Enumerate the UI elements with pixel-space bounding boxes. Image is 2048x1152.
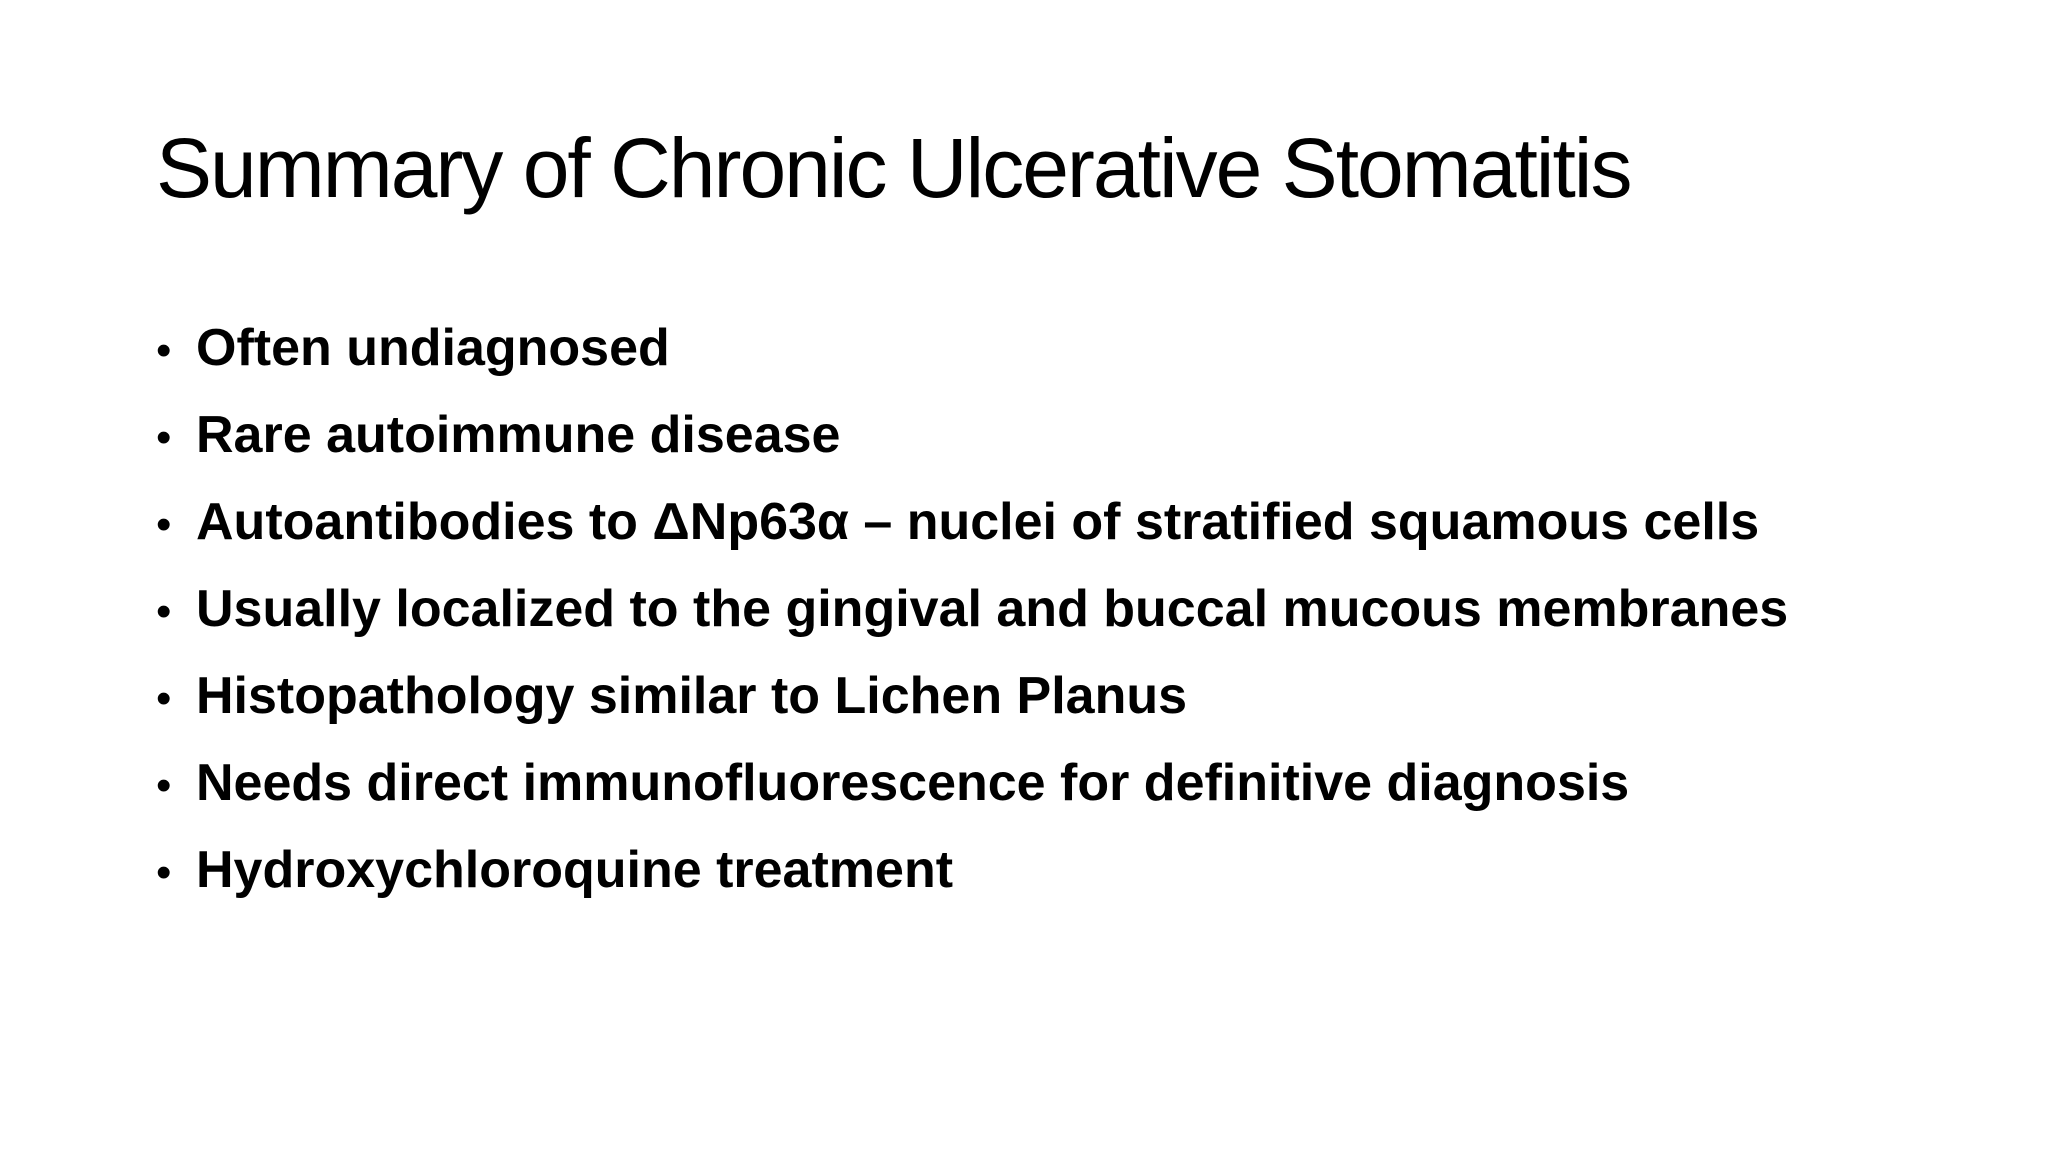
bullet-text: Needs direct immunofluorescence for definitive diagnosis xyxy=(196,754,1630,812)
bullet-text: Autoantibodies to ΔNp63α – nuclei of stratified squamous cells xyxy=(196,493,1760,551)
bullet-item xyxy=(156,835,1976,922)
bullet-item xyxy=(156,574,1976,661)
bullet-icon: • xyxy=(156,326,172,375)
bullet-item xyxy=(156,400,1976,487)
bullet-item xyxy=(156,313,1976,400)
bullet-text: Rare autoimmune disease xyxy=(196,406,841,464)
bullet-icon: • xyxy=(156,500,172,549)
slide-title: Summary of Chronic Ulcerative Stomatitis xyxy=(156,121,1631,215)
bullet-icon: • xyxy=(156,413,172,462)
bullet-text: Histopathology similar to Lichen Planus xyxy=(196,667,1188,725)
bullet-list xyxy=(156,313,1976,922)
bullet-item xyxy=(156,487,1976,574)
bullet-text: Hydroxychloroquine treatment xyxy=(196,841,954,899)
bullet-text: Usually localized to the gingival and buccal mucous membranes xyxy=(196,580,1789,638)
bullet-icon: • xyxy=(156,587,172,636)
bullet-icon: • xyxy=(156,761,172,810)
bullet-item xyxy=(156,661,1976,748)
bullet-item xyxy=(156,748,1976,835)
bullet-text: Often undiagnosed xyxy=(196,319,670,377)
bullet-icon: • xyxy=(156,674,172,723)
bullet-icon: • xyxy=(156,848,172,897)
